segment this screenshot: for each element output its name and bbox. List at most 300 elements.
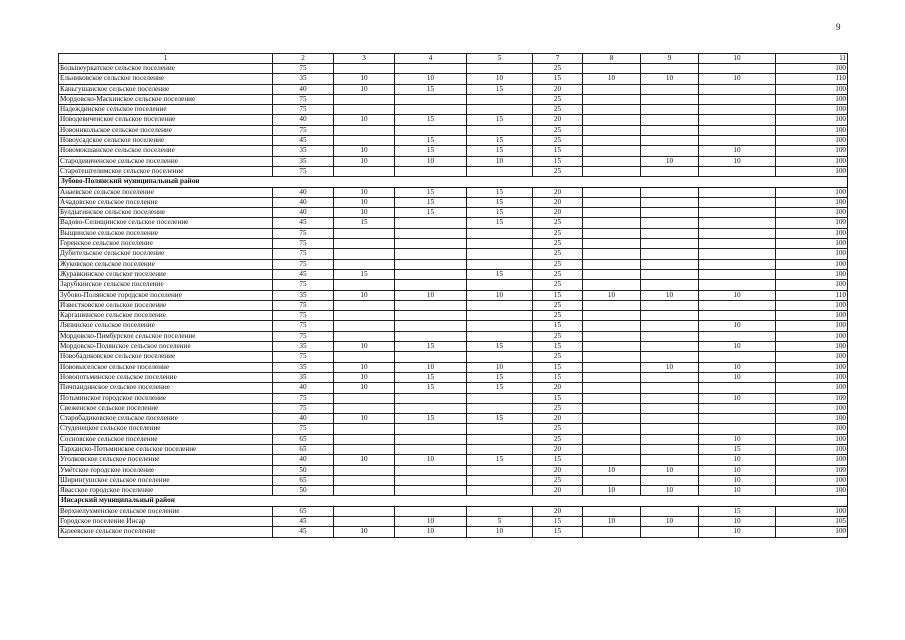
value-cell: 100: [776, 259, 848, 269]
value-cell: [583, 218, 641, 228]
value-cell: 10: [395, 362, 467, 372]
value-cell: [395, 465, 467, 475]
table-row: [59, 156, 848, 166]
value-cell: [334, 259, 395, 269]
value-cell: [395, 249, 467, 259]
settlement-name: Анаевское сельское поселение: [59, 187, 273, 197]
value-cell: [641, 187, 699, 197]
value-cell: 100: [776, 239, 848, 249]
value-cell: 15: [467, 455, 533, 465]
value-cell: 10: [467, 290, 533, 300]
value-cell: 50: [273, 465, 334, 475]
value-cell: [467, 486, 533, 496]
value-cell: 10: [334, 372, 395, 382]
value-cell: [334, 506, 395, 516]
value-cell: 100: [776, 321, 848, 331]
value-cell: [583, 156, 641, 166]
table-row: [59, 506, 848, 516]
value-cell: [641, 94, 699, 104]
value-cell: 10: [395, 527, 467, 537]
value-cell: [395, 228, 467, 238]
value-cell: [583, 352, 641, 362]
settlement-name: Вадово-Селищинское сельское поселение: [59, 218, 273, 228]
value-cell: 100: [776, 362, 848, 372]
settlement-name: Старобадиковское сельское поселение: [59, 414, 273, 424]
value-cell: 25: [533, 300, 583, 310]
settlement-name: Выщинское сельское поселение: [59, 228, 273, 238]
table-row: [59, 486, 848, 496]
value-cell: [395, 280, 467, 290]
value-cell: 15: [467, 115, 533, 125]
settlement-name: Казеевское сельское поселение: [59, 527, 273, 537]
value-cell: 15: [533, 321, 583, 331]
value-cell: 100: [776, 64, 848, 74]
value-cell: 20: [533, 486, 583, 496]
value-cell: [583, 342, 641, 352]
table-row: [59, 414, 848, 424]
column-header: 3: [334, 54, 395, 64]
value-cell: [699, 269, 776, 279]
table-row: [59, 424, 848, 434]
value-cell: 45: [273, 527, 334, 537]
value-cell: [641, 280, 699, 290]
table-row: [59, 259, 848, 269]
value-cell: [395, 403, 467, 413]
value-cell: 10: [699, 434, 776, 444]
settlement-name: Свеженское сельское поселение: [59, 403, 273, 413]
value-cell: 10: [334, 84, 395, 94]
value-cell: [583, 239, 641, 249]
column-header: 11: [776, 54, 848, 64]
table-row: [59, 105, 848, 115]
value-cell: 35: [273, 362, 334, 372]
value-cell: 20: [533, 465, 583, 475]
table-row: [59, 280, 848, 290]
value-cell: [583, 84, 641, 94]
value-cell: 25: [533, 434, 583, 444]
table-row: [59, 187, 848, 197]
value-cell: 15: [395, 197, 467, 207]
value-cell: 15: [467, 414, 533, 424]
table-row: [59, 352, 848, 362]
value-cell: [467, 239, 533, 249]
value-cell: [641, 403, 699, 413]
value-cell: 40: [273, 115, 334, 125]
settlement-name: Булдыгинское сельское поселение: [59, 208, 273, 218]
value-cell: 75: [273, 393, 334, 403]
value-cell: [395, 424, 467, 434]
value-cell: 10: [334, 455, 395, 465]
value-cell: 15: [395, 342, 467, 352]
settlement-name: Новоусадское сельское поселение: [59, 136, 273, 146]
value-cell: [395, 166, 467, 176]
value-cell: 40: [273, 197, 334, 207]
value-cell: [467, 444, 533, 454]
value-cell: 20: [533, 115, 583, 125]
settlement-name: Ачадовское сельское поселение: [59, 197, 273, 207]
value-cell: [641, 218, 699, 228]
value-cell: [583, 444, 641, 454]
settlement-name: Надеждинское сельское поселение: [59, 105, 273, 115]
value-cell: 75: [273, 280, 334, 290]
table-row: [59, 527, 848, 537]
column-header: 7: [533, 54, 583, 64]
value-cell: 100: [776, 115, 848, 125]
settlement-name: Мордовско-Пимбурское сельское поселение: [59, 331, 273, 341]
value-cell: 10: [699, 517, 776, 527]
value-cell: 75: [273, 239, 334, 249]
value-cell: 10: [467, 527, 533, 537]
value-cell: [699, 300, 776, 310]
value-cell: [467, 125, 533, 135]
value-cell: [334, 321, 395, 331]
value-cell: 15: [467, 146, 533, 156]
value-cell: 10: [334, 115, 395, 125]
value-cell: [641, 383, 699, 393]
value-cell: [583, 383, 641, 393]
value-cell: [583, 434, 641, 444]
table-row: [59, 331, 848, 341]
value-cell: 75: [273, 300, 334, 310]
value-cell: [641, 342, 699, 352]
value-cell: [583, 414, 641, 424]
value-cell: 100: [776, 249, 848, 259]
value-cell: [699, 383, 776, 393]
value-cell: [334, 403, 395, 413]
value-cell: [699, 239, 776, 249]
settlement-name: Новобадиковское сельское поселение: [59, 352, 273, 362]
value-cell: [334, 249, 395, 259]
value-cell: [467, 64, 533, 74]
value-cell: 10: [583, 74, 641, 84]
value-cell: [395, 475, 467, 485]
value-cell: [467, 424, 533, 434]
value-cell: [395, 125, 467, 135]
column-header: 2: [273, 54, 334, 64]
value-cell: 15: [533, 74, 583, 84]
settlement-name: Мордовско-Маскинское сельское поселение: [59, 94, 273, 104]
table-row: [59, 197, 848, 207]
table-row: [59, 94, 848, 104]
column-header: 5: [467, 54, 533, 64]
value-cell: 15: [395, 84, 467, 94]
value-cell: [395, 239, 467, 249]
value-cell: [334, 486, 395, 496]
value-cell: 100: [776, 228, 848, 238]
value-cell: 25: [533, 403, 583, 413]
value-cell: [699, 424, 776, 434]
value-cell: [699, 166, 776, 176]
value-cell: 15: [395, 208, 467, 218]
value-cell: [334, 105, 395, 115]
settlement-name: Ляпинское сельское поселение: [59, 321, 273, 331]
value-cell: [395, 486, 467, 496]
table-row: [59, 517, 848, 527]
settlement-name: Новопотьминское сельское поселение: [59, 372, 273, 382]
value-cell: 15: [395, 136, 467, 146]
value-cell: [641, 115, 699, 125]
value-cell: [583, 403, 641, 413]
value-cell: 15: [533, 527, 583, 537]
value-cell: 100: [776, 403, 848, 413]
value-cell: [334, 444, 395, 454]
value-cell: 10: [395, 290, 467, 300]
value-cell: 40: [273, 455, 334, 465]
value-cell: 10: [334, 156, 395, 166]
value-cell: 100: [776, 125, 848, 135]
settlement-name: Городское поселение Инсар: [59, 517, 273, 527]
value-cell: [641, 455, 699, 465]
value-cell: 20: [533, 208, 583, 218]
value-cell: [583, 115, 641, 125]
value-cell: [334, 228, 395, 238]
value-cell: [467, 393, 533, 403]
table-row: [59, 290, 848, 300]
value-cell: 15: [467, 197, 533, 207]
value-cell: 10: [699, 465, 776, 475]
value-cell: [395, 300, 467, 310]
value-cell: [334, 280, 395, 290]
value-cell: 10: [699, 372, 776, 382]
value-cell: [583, 125, 641, 135]
value-cell: [395, 352, 467, 362]
value-cell: 45: [273, 517, 334, 527]
value-cell: [395, 269, 467, 279]
value-cell: 35: [273, 290, 334, 300]
value-cell: 15: [334, 269, 395, 279]
table-row: [59, 136, 848, 146]
value-cell: 35: [273, 156, 334, 166]
value-cell: 100: [776, 300, 848, 310]
value-cell: [334, 239, 395, 249]
value-cell: [641, 228, 699, 238]
table-header-row: [59, 54, 848, 64]
value-cell: 15: [467, 84, 533, 94]
value-cell: 50: [273, 486, 334, 496]
value-cell: [641, 506, 699, 516]
value-cell: [699, 64, 776, 74]
settlement-name: Горенское сельское поселение: [59, 239, 273, 249]
value-cell: 100: [776, 187, 848, 197]
table-row: [59, 300, 848, 310]
value-cell: [467, 259, 533, 269]
value-cell: [641, 166, 699, 176]
table-row: [59, 74, 848, 84]
value-cell: 10: [583, 517, 641, 527]
table-row: [59, 383, 848, 393]
value-cell: [395, 434, 467, 444]
value-cell: 10: [334, 527, 395, 537]
value-cell: [334, 424, 395, 434]
value-cell: [334, 94, 395, 104]
value-cell: [583, 64, 641, 74]
value-cell: [583, 197, 641, 207]
value-cell: [334, 136, 395, 146]
value-cell: 25: [533, 424, 583, 434]
value-cell: [334, 166, 395, 176]
value-cell: 15: [533, 372, 583, 382]
value-cell: 45: [273, 218, 334, 228]
value-cell: [583, 228, 641, 238]
value-cell: 110: [776, 290, 848, 300]
value-cell: 75: [273, 249, 334, 259]
table-row: [59, 208, 848, 218]
value-cell: 10: [699, 455, 776, 465]
value-cell: 15: [395, 372, 467, 382]
value-cell: 10: [699, 321, 776, 331]
value-cell: [467, 280, 533, 290]
value-cell: [699, 218, 776, 228]
value-cell: [699, 311, 776, 321]
value-cell: 25: [533, 94, 583, 104]
settlement-name: Новодевиченское сельское поселение: [59, 115, 273, 125]
value-cell: [467, 228, 533, 238]
value-cell: [583, 280, 641, 290]
value-cell: 100: [776, 465, 848, 475]
column-header: 1: [59, 54, 273, 64]
table-row: [59, 249, 848, 259]
value-cell: 10: [699, 393, 776, 403]
value-cell: [467, 105, 533, 115]
value-cell: 100: [776, 486, 848, 496]
value-cell: [334, 434, 395, 444]
value-cell: [641, 372, 699, 382]
value-cell: 15: [699, 444, 776, 454]
value-cell: 15: [467, 218, 533, 228]
value-cell: [699, 84, 776, 94]
value-cell: [699, 197, 776, 207]
value-cell: [641, 321, 699, 331]
value-cell: 35: [273, 342, 334, 352]
value-cell: [334, 64, 395, 74]
settlement-name: Явасское городское поселение: [59, 486, 273, 496]
value-cell: 25: [533, 228, 583, 238]
value-cell: [641, 105, 699, 115]
value-cell: 15: [533, 290, 583, 300]
value-cell: 100: [776, 455, 848, 465]
value-cell: 100: [776, 342, 848, 352]
value-cell: 10: [699, 146, 776, 156]
value-cell: 10: [641, 517, 699, 527]
value-cell: 5: [467, 517, 533, 527]
value-cell: 100: [776, 208, 848, 218]
value-cell: 45: [273, 269, 334, 279]
value-cell: 15: [467, 136, 533, 146]
column-header: 10: [699, 54, 776, 64]
value-cell: [583, 249, 641, 259]
settlement-name: Мордовско-Полянское сельское поселение: [59, 342, 273, 352]
settlement-name: Известковское сельское поселение: [59, 300, 273, 310]
value-cell: 25: [533, 105, 583, 115]
value-cell: 40: [273, 208, 334, 218]
value-cell: [641, 414, 699, 424]
value-cell: 10: [699, 290, 776, 300]
value-cell: [583, 146, 641, 156]
value-cell: [467, 352, 533, 362]
table-row: [59, 311, 848, 321]
value-cell: 35: [273, 74, 334, 84]
value-cell: [395, 259, 467, 269]
value-cell: [395, 218, 467, 228]
value-cell: [395, 321, 467, 331]
value-cell: [641, 300, 699, 310]
value-cell: [467, 249, 533, 259]
value-cell: [467, 506, 533, 516]
value-cell: 15: [533, 393, 583, 403]
value-cell: 15: [395, 187, 467, 197]
value-cell: [334, 393, 395, 403]
table-row: [59, 321, 848, 331]
settlement-name: Зубово-Полянское городское поселение: [59, 290, 273, 300]
value-cell: 15: [533, 146, 583, 156]
value-cell: 25: [533, 125, 583, 135]
value-cell: [583, 105, 641, 115]
settlement-name: Каргашинское сельское поселение: [59, 311, 273, 321]
value-cell: [334, 311, 395, 321]
value-cell: [641, 393, 699, 403]
value-cell: 100: [776, 269, 848, 279]
value-cell: 10: [395, 455, 467, 465]
settlement-name: Пичпандинское сельское поселение: [59, 383, 273, 393]
value-cell: [467, 321, 533, 331]
settlement-name: Новомокшанское сельское поселение: [59, 146, 273, 156]
value-cell: [334, 517, 395, 527]
table-row: [59, 228, 848, 238]
value-cell: 10: [467, 74, 533, 84]
value-cell: 100: [776, 197, 848, 207]
value-cell: 100: [776, 527, 848, 537]
value-cell: [699, 94, 776, 104]
value-cell: 25: [533, 218, 583, 228]
value-cell: 10: [583, 486, 641, 496]
value-cell: 10: [699, 486, 776, 496]
value-cell: 25: [533, 280, 583, 290]
value-cell: [583, 424, 641, 434]
value-cell: 10: [699, 342, 776, 352]
value-cell: [334, 352, 395, 362]
value-cell: 10: [334, 290, 395, 300]
value-cell: 20: [533, 84, 583, 94]
value-cell: 100: [776, 136, 848, 146]
settlement-name: Дубительское сельское поселение: [59, 249, 273, 259]
settlement-name: Большеуркатское сельское поселение: [59, 64, 273, 74]
value-cell: [641, 424, 699, 434]
table-row: [59, 218, 848, 228]
value-cell: [583, 455, 641, 465]
value-cell: 75: [273, 125, 334, 135]
value-cell: [583, 362, 641, 372]
settlement-name: Старотештелимское сельское поселение: [59, 166, 273, 176]
value-cell: [641, 444, 699, 454]
value-cell: 10: [395, 74, 467, 84]
settlement-name: Студенецкое сельское поселение: [59, 424, 273, 434]
table-row: [59, 239, 848, 249]
table-row: [59, 444, 848, 454]
value-cell: 15: [467, 269, 533, 279]
value-cell: 25: [533, 352, 583, 362]
value-cell: [583, 300, 641, 310]
value-cell: [583, 321, 641, 331]
value-cell: 10: [334, 187, 395, 197]
value-cell: 10: [334, 146, 395, 156]
value-cell: 15: [533, 342, 583, 352]
value-cell: 75: [273, 228, 334, 238]
value-cell: [395, 444, 467, 454]
value-cell: 10: [699, 156, 776, 166]
value-cell: 75: [273, 311, 334, 321]
value-cell: 100: [776, 506, 848, 516]
value-cell: [395, 506, 467, 516]
